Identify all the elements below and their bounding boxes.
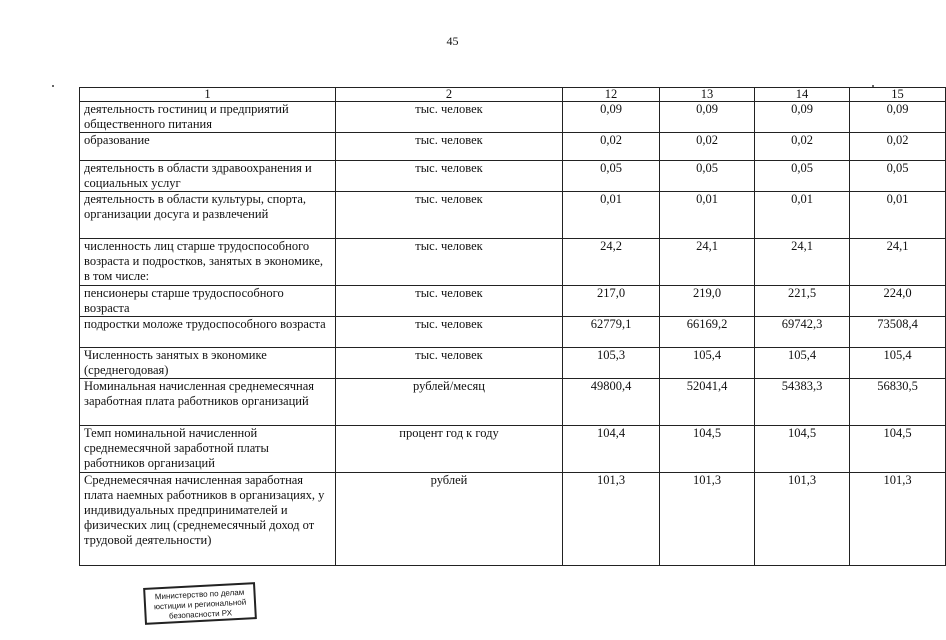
table-row [80,102,946,133]
value-cell: 101,3 [755,473,850,566]
value-cell: 0,01 [850,192,946,239]
indicator-name: подростки моложе трудоспособного возраста [80,317,336,348]
header-cell-1: 1 [80,88,336,102]
indicator-name: численность лиц старше трудоспособного возраста и подростков, занятых в экономике, в том числе: [80,239,336,286]
unit-cell: тыс. человек [336,239,563,286]
page-number: 45 [446,34,459,48]
table-row [80,161,946,192]
value-cell: 104,5 [755,426,850,473]
table-row [80,379,946,426]
unit-cell: процент год к году [336,426,563,473]
value-cell: 24,1 [660,239,755,286]
unit-cell: тыс. человек [336,102,563,133]
stamp-line: Министерство по делам [154,587,245,602]
value-cell: 101,3 [850,473,946,566]
indicator-name: Темп номинальной начисленной среднемесячной заработной платы работников организаций [80,426,336,473]
value-cell: 105,4 [660,348,755,379]
unit-cell: тыс. человек [336,286,563,317]
unit-cell: рублей/месяц [336,379,563,426]
value-cell: 0,02 [850,133,946,161]
indicator-name: пенсионеры старше трудоспособного возраста [80,286,336,317]
unit-cell: тыс. человек [336,161,563,192]
unit-cell: тыс. человек [336,192,563,239]
stamp-line: юстиции и региональной [153,597,247,612]
value-cell: 217,0 [563,286,660,317]
indicator-name: деятельность гостиниц и предприятий общественного питания [80,102,336,133]
value-cell: 101,3 [660,473,755,566]
value-cell: 104,5 [850,426,946,473]
value-cell: 62779,1 [563,317,660,348]
value-cell: 0,09 [755,102,850,133]
value-cell: 0,01 [660,192,755,239]
table-row [80,473,946,566]
value-cell: 56830,5 [850,379,946,426]
scan-dot-left [52,85,54,87]
value-cell: 0,05 [850,161,946,192]
value-cell: 219,0 [660,286,755,317]
value-cell: 101,3 [563,473,660,566]
indicator-name: образование [80,133,336,161]
value-cell: 73508,4 [850,317,946,348]
indicator-name: Численность занятых в экономике (среднегодовая) [80,348,336,379]
header-cell-15: 15 [850,88,946,102]
unit-cell: тыс. человек [336,348,563,379]
value-cell: 69742,3 [755,317,850,348]
value-cell: 0,05 [563,161,660,192]
table-row [80,426,946,473]
table-row [80,192,946,239]
indicator-name: Номинальная начисленная среднемесячная заработная плата работников организаций [80,379,336,426]
indicator-name: деятельность в области здравоохранения и социальных услуг [80,161,336,192]
value-cell: 224,0 [850,286,946,317]
value-cell: 66169,2 [660,317,755,348]
value-cell: 24,1 [850,239,946,286]
value-cell: 221,5 [755,286,850,317]
table-row [80,348,946,379]
value-cell: 0,09 [660,102,755,133]
value-cell: 104,4 [563,426,660,473]
table-row [80,239,946,286]
unit-cell: рублей [336,473,563,566]
header-cell-14: 14 [755,88,850,102]
table-row [80,133,946,161]
value-cell: 0,09 [850,102,946,133]
value-cell: 0,05 [755,161,850,192]
value-cell: 105,4 [850,348,946,379]
value-cell: 105,3 [563,348,660,379]
value-cell: 52041,4 [660,379,755,426]
ministry-stamp [143,582,257,625]
data-table [79,87,946,566]
value-cell: 24,2 [563,239,660,286]
table-row [80,286,946,317]
header-cell-12: 12 [563,88,660,102]
value-cell: 105,4 [755,348,850,379]
unit-cell: тыс. человек [336,133,563,161]
value-cell: 0,02 [563,133,660,161]
value-cell: 0,01 [563,192,660,239]
value-cell: 0,02 [660,133,755,161]
indicator-name: деятельность в области культуры, спорта, организации досуга и развлечений [80,192,336,239]
value-cell: 0,02 [755,133,850,161]
value-cell: 0,05 [660,161,755,192]
stamp-line: безопасности РХ [168,608,233,621]
unit-cell: тыс. человек [336,317,563,348]
header-cell-2: 2 [336,88,563,102]
indicator-name: Среднемесячная начисленная заработная плата наемных работников в организациях, у индивидуальных предпринимателей и физических лиц (среднемесячный доход от трудовой деятельности) [80,473,336,566]
value-cell: 0,09 [563,102,660,133]
value-cell: 54383,3 [755,379,850,426]
header-row [80,88,946,102]
value-cell: 49800,4 [563,379,660,426]
value-cell: 104,5 [660,426,755,473]
header-cell-13: 13 [660,88,755,102]
table-row [80,317,946,348]
value-cell: 0,01 [755,192,850,239]
value-cell: 24,1 [755,239,850,286]
